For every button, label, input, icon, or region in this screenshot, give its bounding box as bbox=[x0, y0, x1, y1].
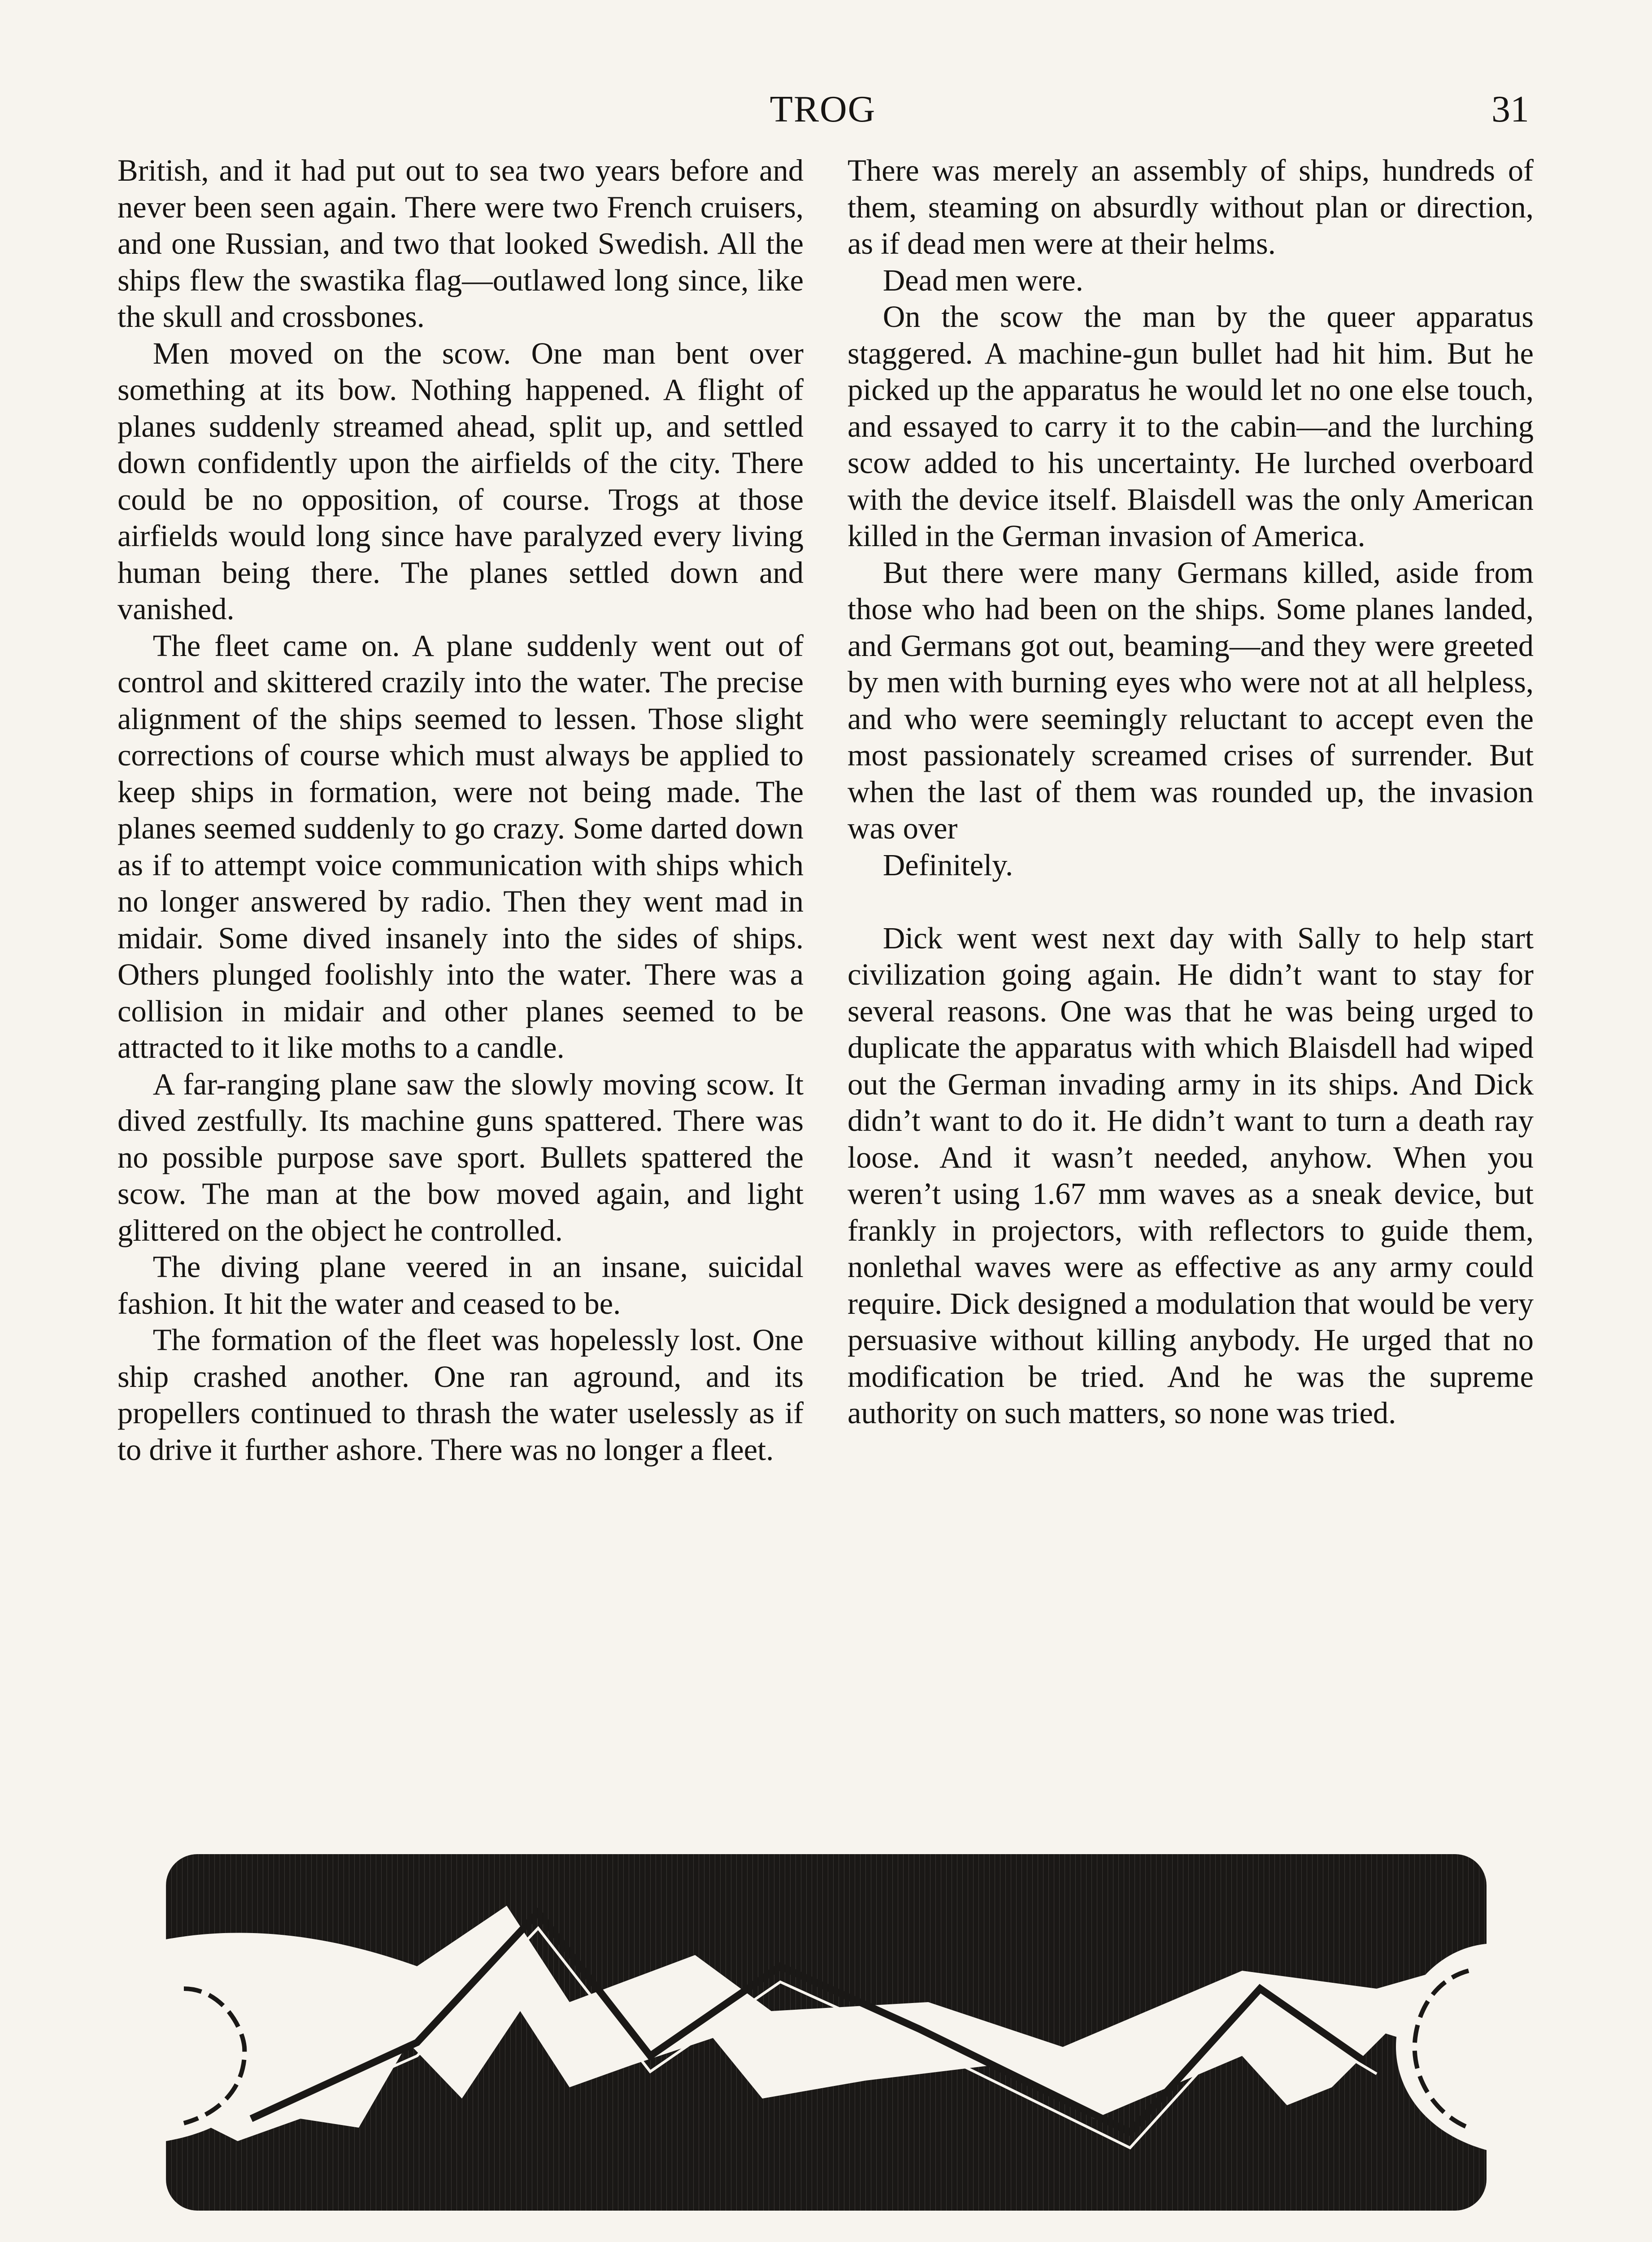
running-title: TROG bbox=[769, 88, 876, 130]
paragraph: The diving plane veered in an insane, suicidal fashion. It hit the water and ceased to be. bbox=[117, 1250, 804, 1321]
paragraph: The formation of the fleet was hopelessly lost. One ship crashed another. One ran aground, and its propellers continued to thrash the water uselessly as if to drive it further ashore. There was no longer a fleet. bbox=[117, 1323, 804, 1467]
paragraph: A far-ranging plane saw the slowly moving scow. It dived zestfully. Its machine guns spattered. There was no possible purpose save sport. Bullets spattered the scow. The man at the bow moved again, and light glittered on the object he controlled. bbox=[117, 1067, 804, 1247]
illustration-panel bbox=[166, 1854, 1487, 2211]
paragraph: On the scow the man by the queer apparatus staggered. A machine-gun bullet had hit him. But he picked up the apparatus he would let no one else touch, and essayed to carry it to the cabin—and the lurching scow added to his uncertainty. He lurched overboard with the device itself. Blaisdell was the only American killed in the German invasion of America. bbox=[848, 300, 1534, 553]
left-column bbox=[117, 152, 804, 1468]
paragraph: Definitely. bbox=[883, 847, 1013, 882]
page-header bbox=[117, 87, 1529, 141]
page-number: 31 bbox=[1491, 88, 1529, 130]
right-column bbox=[848, 152, 1534, 1432]
paragraph: There was merely an assembly of ships, hundreds of them, steaming on absurdly without plan or direction, as if dead men were at their helms. bbox=[848, 153, 1534, 261]
paragraph: Men moved on the scow. One man bent over something at its bow. Nothing happened. A flight of planes suddenly streamed ahead, split up, and settled down confidently upon the airfields of the city. There could be no opposition, of course. Trogs at those airfields would long since have paralyzed every living human being there. The planes settled down and vanished. bbox=[117, 336, 804, 626]
paragraph: But there were many Germans killed, aside from those who had been on the ships. Some planes landed, and Germans got out, beaming—and they were greeted by men with burning eyes who were not at all helpless, and who were seemingly reluctant to accept even the most passionately screamed crises of surrender. But when the last of them was rounded up, the invasion was over bbox=[848, 555, 1534, 845]
paragraph: British, and it had put out to sea two years before and never been seen again. There were two French cruisers, and one Russian, and two that looked Swedish. All the ships flew the swastika flag—outlawed long since, like the skull and crossbones. bbox=[117, 153, 804, 334]
woodcut-illustration bbox=[166, 1854, 1487, 2211]
paragraph: Dick went west next day with Sally to help start civilization going again. He didn’t want to stay for several reasons. One was that he was being urged to duplicate the apparatus with which Blaisdell had wiped out the German invading army in its ships. And Dick didn’t want to do it. He didn’t want to turn a death ray loose. And it wasn’t needed, anyhow. When you weren’t using 1.67 mm waves as a sneak device, but frankly in projectors, with reflectors to guide them, nonlethal waves were as effective as any army could require. Dick designed a modulation that would be very persuasive without killing anybody. He urged that no modification be tried. And he was the supreme authority on such matters, so none was tried. bbox=[848, 921, 1534, 1430]
paragraph: The fleet came on. A plane suddenly went out of control and skittered crazily into the water. The precise alignment of the ships seemed to lessen. Those slight corrections of course which must always be applied to keep ships in formation, were not being made. The planes seemed suddenly to go crazy. Some darted down as if to attempt voice communication with ships which no longer answered by radio. Then they went mad in midair. Some dived insanely into the sides of ships. Others plunged foolishly into the water. There was a collision in midair and other planes seemed to be attracted to it like moths to a candle. bbox=[117, 628, 804, 1065]
paragraph: Dead men were. bbox=[883, 263, 1083, 297]
